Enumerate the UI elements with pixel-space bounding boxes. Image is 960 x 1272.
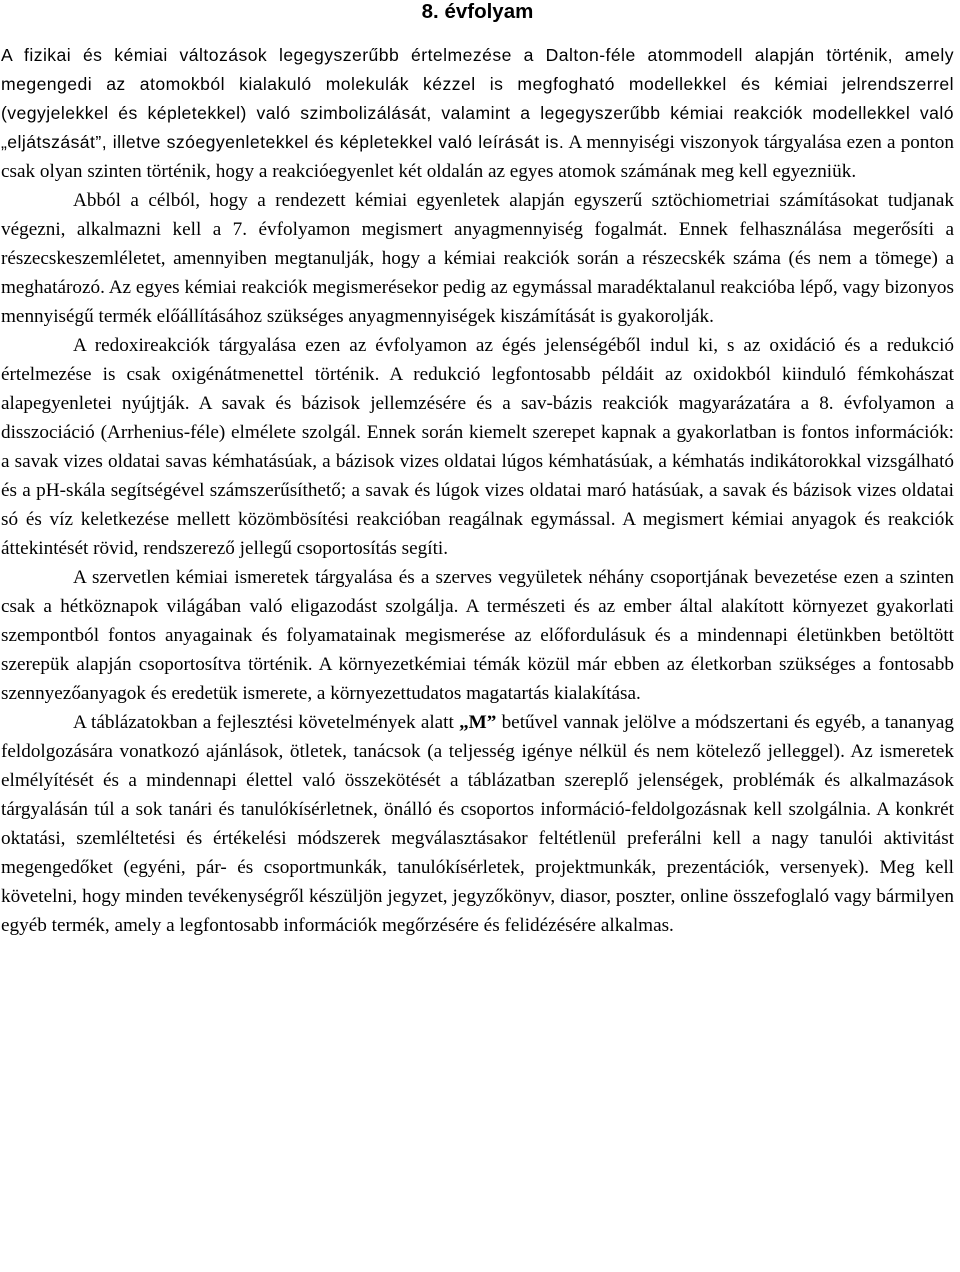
paragraph-4: A szervetlen kémiai ismeretek tárgyalása és a szerves vegyületek néhány csoportjának bevezetése ezen a szinten csak a hétköznapok világában való eligazodást szolgálja. A természeti és az ember által alakított környezet gyakorlati szempontból fontos anyagainak és folyamatainak megismerése az előfordulásuk és a mindennapi életünkben betöltött szerepük alapján csoportosítva történik. A környezetkémiai témák közül már ebben az életkorban szükséges a fontosabb szennyezőanyagok és eredetük ismerete, a környezettudatos magatartás kialakítása. bbox=[1, 567, 954, 704]
paragraph-1-sans-text: A fizikai és kémiai változások legegyszerűbb értelmezése a Dalton-féle atommodell alapján történik, amely megengedi az atomokból kialakuló molekulák kézzel is megfogható modellekkel és kémiai jelrendszerrel (vegyjelekkel és képletekkel) való szimbolizálását, valamint a legegyszerűbb kémiai reakciók modellekkel való „eljátszását”, illetve szóegyenletekkel és képletekkel való leírását is. bbox=[1, 45, 954, 152]
paragraph-5-text-after: betűvel vannak jelölve a módszertani és egyéb, a tananyag feldolgozására vonatkozó ajánlások, ötletek, tanácsok (a teljesség igénye nélkül és nem kötelező jelleggel). Az ismeretek elmélyítését és a mindennapi élettel való összekötését a táblázatban szereplő jelenségek, problémák és alkalmazások tárgyalásán túl a sok tanári és tanulókísérletnek, önálló és csoportos információ-feldolgozásnak kell szolgálnia. A konkrét oktatási, szemléltetési és értékelési módszerek megválasztásakor feltétlenül preferálni kell a nagy tanulói aktivitást megengedőket (egyéni, pár- és csoportmunkák, tanulókísérletek, projektmunkák, prezentációk, versenyek). Meg kell követelni, hogy minden tevékenységről készüljön jegyzet, jegyzőkönyv, diasor, poszter, online összefoglaló vagy bármilyen egyéb termék, amely a legfontosabb információk megőrzésére és felidézésére alkalmas. bbox=[1, 712, 954, 936]
paragraph-3: A redoxireakciók tárgyalása ezen az évfolyamon az égés jelenségéből indul ki, s az oxidáció és a redukció értelmezése is csak oxigénátmenettel történik. A redukció legfontosabb példáit az oxidokból kiinduló fémkohászat alapegyenletei nyújtják. A savak és bázisok jellemzésére és a sav-bázis reakciók magyarázatára a 8. évfolyamon a disszociáció (Arrhenius-féle) elmélete szolgál. Ennek során kiemelt szerepet kapnak a gyakorlatban is fontos információk: a savak vizes oldatai savas kémhatásúak, a bázisok vizes oldatai lúgos kémhatásúak, a kémhatás indikátorokkal vizsgálható és a pH-skála segítségével számszerűsíthető; a savak és lúgok vizes oldatai maró hatásúak, a savak és bázisok vizes oldatai só és víz keletkezése mellett közömbösítési reakcióban reagálnak egymással. A megismert kémiai anyagok és reakciók áttekintését rövid, rendszerező jellegű csoportosítás segíti. bbox=[1, 335, 954, 559]
paragraph-2: Abból a célból, hogy a rendezett kémiai egyenletek alapján egyszerű sztöchiometriai számításokat tudjanak végezni, alkalmazni kell a 7. évfolyamon megismert anyagmennyiség fogalmát. Ennek felhasználása megerősíti a részecskeszemléletet, amennyiben megtanulják, hogy a kémiai reakciók során a részecskék száma (és nem a tömege) a meghatározó. Az egyes kémiai reakciók megismerésekor pedig az egymással maradéktalanul reakcióba lépő, vagy bizonyos mennyiségű termék előállításához szükséges anyagmennyiségek kiszámítását is gyakorolják. bbox=[1, 190, 954, 327]
paragraph-1 bbox=[1, 41, 954, 186]
document-body bbox=[1, 41, 954, 940]
paragraph-5-text-before: A táblázatokban a fejlesztési követelmények alatt bbox=[73, 712, 460, 733]
page-title: 8. évfolyam bbox=[421, 0, 534, 23]
paragraph-1-serif-text: A mennyiségi viszonyok tárgyalása ezen a ponton csak olyan szinten történik, hogy a reakcióegyenlet két oldalán az egyes atomok számának meg kell egyezniük. bbox=[1, 132, 954, 182]
paragraph-5-bold-marker: „M” bbox=[459, 712, 497, 733]
paragraph-5 bbox=[1, 708, 954, 940]
